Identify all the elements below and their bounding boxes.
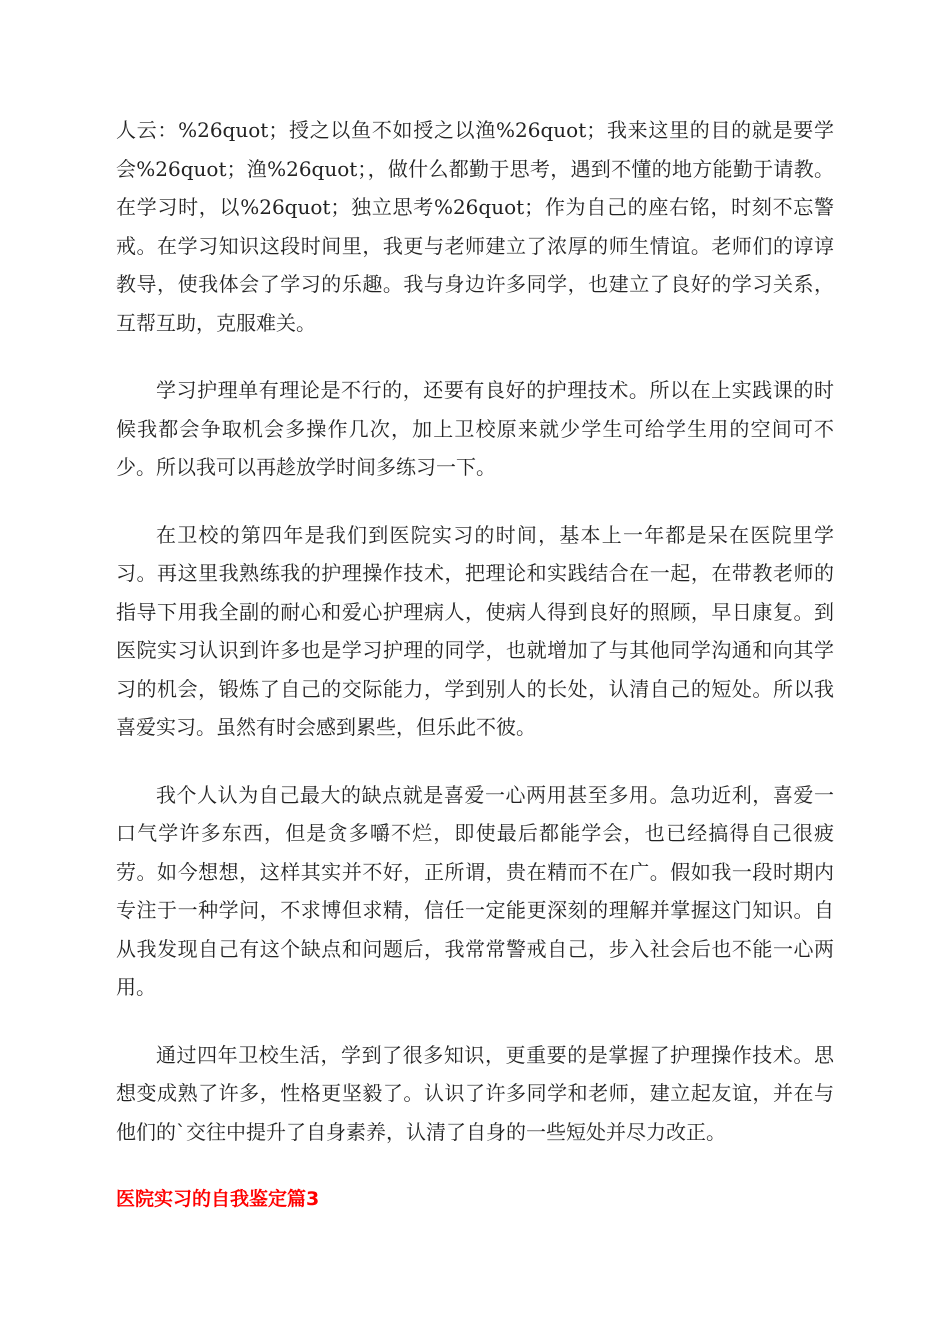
document-body xyxy=(116,111,834,1218)
paragraph-5: 通过四年卫校生活，学到了很多知识，更重要的是掌握了护理操作技术。思想变成熟了许多，性格更坚毅了。认识了许多同学和老师，建立起友谊，并在与他们的`交往中提升了自身素养，认清了自身的一些短处并尽力改正。 xyxy=(116,1042,834,1144)
paragraph-4: 我个人认为自己最大的缺点就是喜爱一心两用甚至多用。急功近利，喜爱一口气学许多东西，但是贪多嚼不烂，即使最后都能学会，也已经搞得自己很疲劳。如今想想，这样其实并不好，正所谓，贵在精而不在广。假如我一段时期内专注于一种学问，不求博但求精，信任一定能更深刻的理解并掌握这门知识。自从我发现自己有这个缺点和问题后，我常常警戒自己，步入社会后也不能一心两用。 xyxy=(116,782,834,999)
paragraph-3: 在卫校的第四年是我们到医院实习的时间，基本上一年都是呆在医院里学习。再这里我熟练我的护理操作技术，把理论和实践结合在一起，在带教老师的指导下用我全副的耐心和爱心护理病人，使病人得到良好的照顾，早日康复。到医院实习认识到许多也是学习护理的同学，也就增加了与其他同学沟通和向其学习的机会，锻炼了自己的交际能力，学到别人的长处，认清自己的短处。所以我喜爱实习。虽然有时会感到累些，但乐此不彼。 xyxy=(116,522,834,739)
section-heading: 医院实习的自我鉴定篇3 xyxy=(116,1188,320,1210)
paragraph-2: 学习护理单有理论是不行的，还要有良好的护理技术。所以在上实践课的时候我都会争取机会多操作几次，加上卫校原来就少学生可给学生用的空间可不少。所以我可以再趁放学时间多练习一下。 xyxy=(116,378,834,479)
paragraph-1: 人云：%26quot；授之以鱼不如授之以渔%26quot；我来这里的目的就是要学会%26quot；渔%26quot；，做什么都勤于思考，遇到不懂的地方能勤于请教。在学习时，以%26quot；独立思考%26quot；作为自己的座右铭，时刻不忘警戒。在学习知识这段时间里，我更与老师建立了浓厚的师生情谊。老师们的谆谆教导，使我体会了学习的乐趣。我与身边许多同学，也建立了良好的学习关系，互帮互助，克服难关。 xyxy=(116,118,834,335)
